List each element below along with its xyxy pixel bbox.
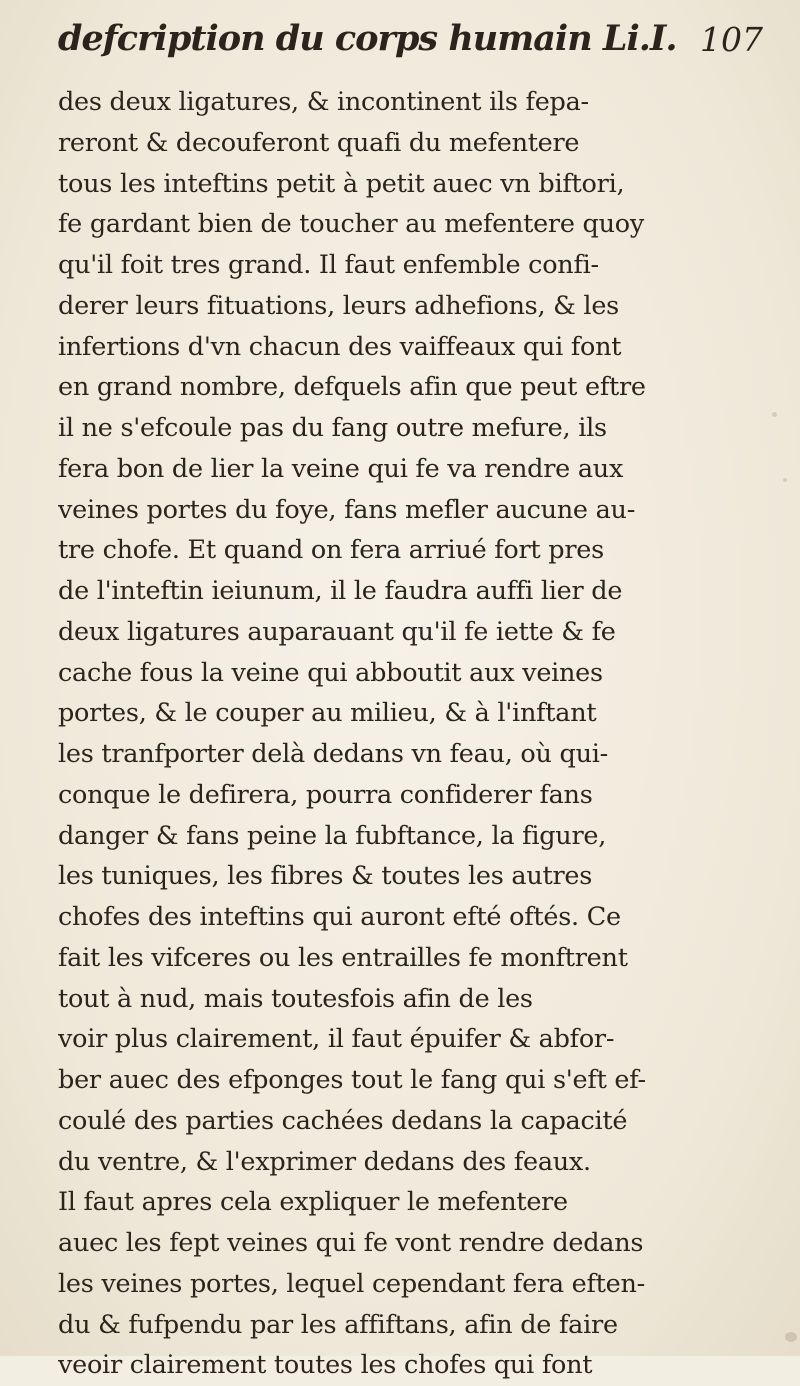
text-line: chofes des inteftins qui auront efté oftés. Ce — [58, 902, 621, 932]
text-line: du ventre, & l'exprimer dedans des feaux. — [58, 1146, 591, 1177]
text-line: portes, & le couper au milieu, & à l'inftant — [58, 698, 597, 729]
ink-speck — [783, 478, 787, 482]
text-line: tre chofe. Et quand on fera arriué fort pres — [58, 535, 604, 566]
text-line: les tuniques, les fibres & toutes les autres — [58, 861, 593, 892]
ink-speck — [772, 412, 777, 417]
text-line: derer leurs fituations, leurs adhefions, & les — [58, 290, 619, 321]
text-line: des deux ligatures, & incontinent ils fepa- — [58, 87, 589, 117]
text-line: Il faut apres cela expliquer le mefentere — [58, 1187, 568, 1218]
text-line: il ne s'efcoule pas du fang outre mefure, ils — [58, 413, 607, 443]
text-line: cache fous la veine qui abboutit aux veines — [58, 657, 603, 688]
text-line: les tranfporter delà dedans vn feau, où qui- — [58, 739, 608, 769]
text-line: du & fufpendu par les affiftans, afin de faire — [58, 1309, 618, 1340]
body-text — [58, 82, 768, 1386]
text-line: danger & fans peine la fubftance, la figure, — [58, 820, 607, 851]
text-line: conque le defirera, pourra confiderer fans — [58, 779, 593, 810]
text-line: reront & decouferont quafi du mefentere — [58, 127, 580, 158]
text-line: fera bon de lier la veine qui fe va rendre aux — [58, 453, 624, 484]
text-line: ber auec des efponges tout le fang qui s'eft ef- — [58, 1065, 646, 1095]
page-number: 107 — [700, 20, 763, 59]
text-line: les veines portes, lequel cependant fera eften- — [58, 1268, 646, 1299]
text-line: fe gardant bien de toucher au mefentere quoy — [58, 209, 644, 240]
text-line: deux ligatures auparauant qu'il fe iette & fe — [58, 616, 616, 647]
text-line: tout à nud, mais toutesfois afin de les — [58, 983, 533, 1014]
text-line: de l'inteftin ieiunum, il le faudra auffi lier de — [58, 576, 623, 606]
text-line: voir plus clairement, il faut épuifer & abfor- — [58, 1024, 615, 1055]
text-line: en grand nombre, defquels afin que peut eftre — [58, 372, 646, 403]
text-line: fait les vifceres ou les entrailles fe monftrent — [58, 942, 628, 973]
ink-speck — [785, 1332, 797, 1342]
page-header — [58, 18, 763, 70]
text-line: tous les inteftins petit à petit auec vn biftori, — [58, 168, 625, 199]
running-head: defcription du corps humain Li.I. — [58, 18, 677, 59]
text-line: veines portes du foye, fans mefler aucune au- — [58, 494, 636, 525]
text-line: qu'il foit tres grand. Il faut enfemble confi- — [58, 250, 599, 280]
text-line: auec les fept veines qui fe vont rendre dedans — [58, 1228, 644, 1258]
text-line: coulé des parties cachées dedans la capacité — [58, 1105, 628, 1136]
text-line: infertions d'vn chacun des vaiffeaux qui font — [58, 331, 622, 362]
text-line: veoir clairement toutes les chofes qui font — [58, 1350, 593, 1381]
